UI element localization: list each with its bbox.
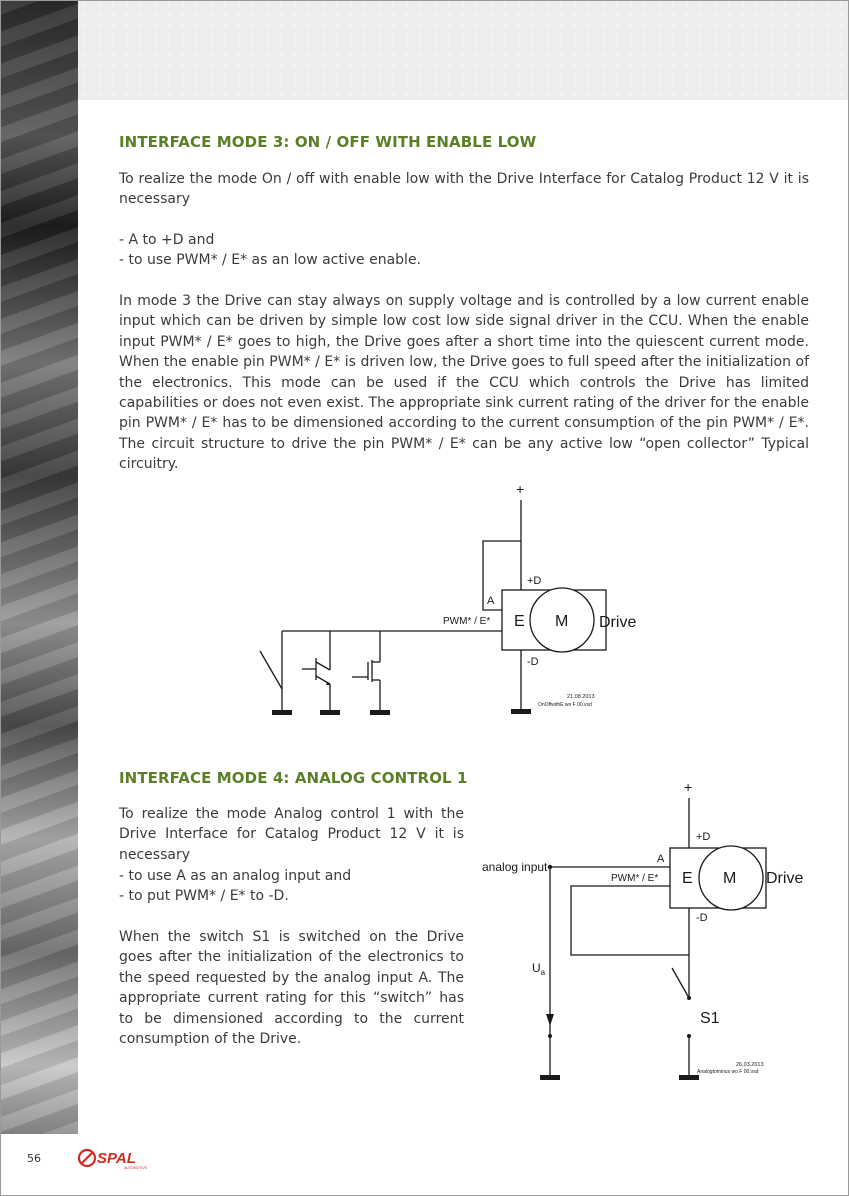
- mode4-list-item: - to use A as an analog input and: [119, 868, 352, 884]
- mode3-plus-d-label: +D: [527, 575, 542, 587]
- mode3-drive-label: Drive: [599, 614, 637, 631]
- mode4-file-label: Analogtominus wo F 00.vsd: [697, 1069, 759, 1075]
- brand-sub: AUTOMOTIVE: [124, 1166, 148, 1170]
- mode3-list-item: - A to +D and: [119, 232, 215, 248]
- mode4-list-item: - to put PWM* / E* to -D.: [119, 888, 289, 905]
- mode3-plus-label: +: [516, 481, 525, 497]
- brand-name: SPAL: [97, 1150, 136, 1167]
- mode3-minus-d-label: -D: [527, 656, 539, 668]
- mode4-analog-input-label: analog input: [482, 860, 548, 874]
- mode4-ua-label: $U_a$: [532, 961, 546, 977]
- mode4-plus-d-label: +D: [696, 831, 711, 843]
- mode3-file-label: OnOffwithE wo F 00.vsd: [538, 702, 592, 708]
- mode4-date-label: 26.03.2013: [736, 1062, 764, 1068]
- mode3-a-label: A: [487, 595, 495, 607]
- mode4-list: [119, 866, 464, 907]
- mode3-circuit-diagram: [240, 470, 650, 720]
- mode4-intro: To realize the mode Analog control 1 with the Drive Interface for Catalog Product 12 V it is necessary: [119, 806, 464, 863]
- mode3-body: In mode 3 the Drive can stay always on supply voltage and is controlled by a low current enable input which can be driven by simple low cost low side signal driver in the CCU. When the enable input PWM* / E* goes to high, the Drive goes after a short time into the quiescent current mode. When the enable pin PWM* / E* is driven low, the Drive goes to full speed after the initialization of the electronics. This mode can be used if the CCU which controls the Drive has limited capabilities or does not even exist. The appropriate sink current rating of the driver for the enable pin PWM* / E* has to be dimensioned according to the current consumption of the pin PWM* / E*. The circuit structure to drive the pin PWM* / E* can be any active low “open collector” Typical circuitry.: [119, 293, 809, 473]
- mode3-intro: To realize the mode On / off with enable low with the Drive Interface for Catalog Product 12 V it is necessary: [119, 171, 809, 208]
- mode4-circuit-diagram: [478, 770, 818, 1090]
- mode4-drive-label: Drive: [766, 870, 804, 887]
- mode4-a-label: A: [657, 853, 665, 865]
- mode3-list-item: - to use PWM* / E* as an low active enable.: [119, 252, 422, 269]
- side-photo-strip: [0, 0, 78, 1134]
- header-band: [78, 0, 849, 100]
- spal-logo: [76, 1146, 156, 1172]
- mode4-s1-label: S1: [700, 1010, 720, 1027]
- mode3-date-label: 21.08.2013: [567, 694, 595, 700]
- mode4-pwm-label: PWM* / E*: [611, 873, 659, 884]
- mode4-body: When the switch S1 is switched on the Drive goes after the initialization of the electronics to the speed requested by the analog input A. The appropriate current rating for this “switch” has to be dimensioned according to the current consumption of the Drive.: [119, 929, 464, 1048]
- mode3-pwm-label: PWM* / E*: [443, 616, 491, 627]
- mode4-plus-label: +: [684, 779, 693, 795]
- mode3-list: [119, 230, 809, 271]
- page-number: 56: [27, 1152, 41, 1165]
- mode3-heading: INTERFACE MODE 3: ON / OFF WITH ENABLE LOW: [119, 133, 537, 151]
- mode4-e-label: E: [682, 870, 693, 887]
- mode3-e-label: E: [514, 613, 525, 630]
- mode3-m-label: M: [555, 613, 569, 630]
- mode4-heading: INTERFACE MODE 4: ANALOG CONTROL 1: [119, 769, 468, 787]
- mode4-minus-d-label: -D: [696, 912, 708, 924]
- mode4-m-label: M: [723, 870, 737, 887]
